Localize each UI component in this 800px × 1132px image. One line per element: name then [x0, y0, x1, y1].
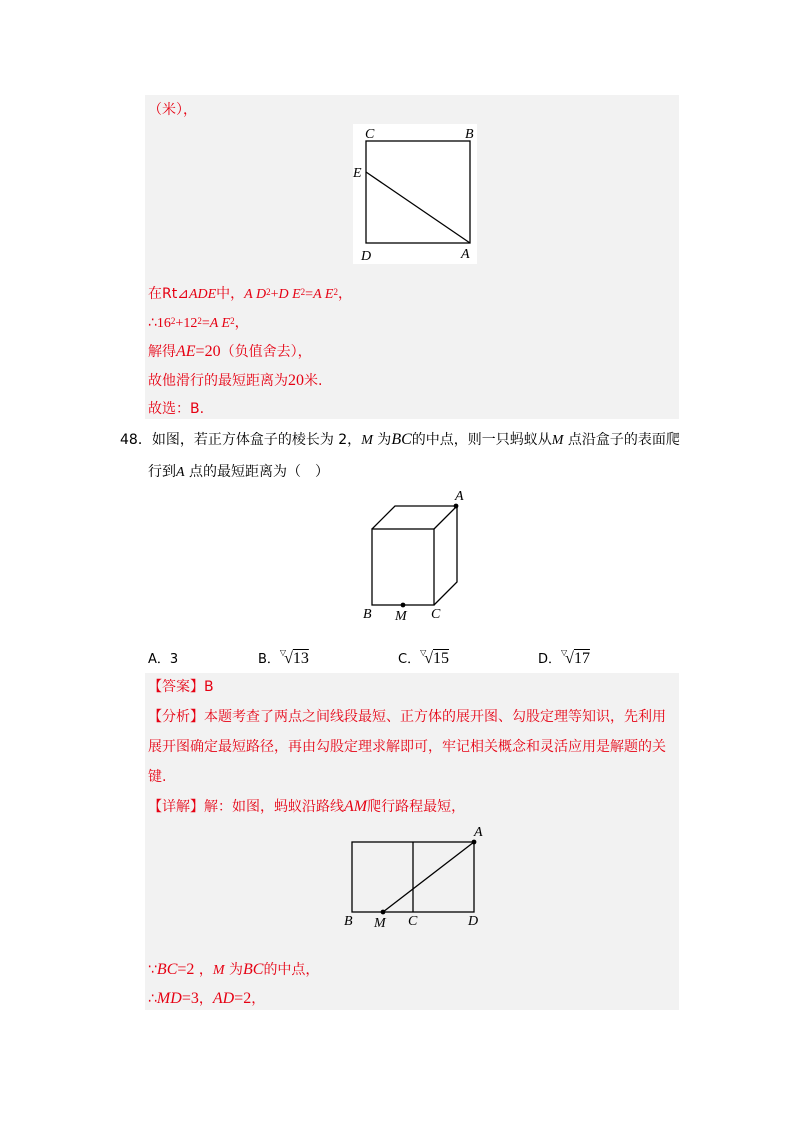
cube-label-b: B: [363, 607, 372, 622]
label-b: B: [465, 127, 474, 142]
detail-line-1: 【详解】解：如图，蚂蚁沿路线AM爬行路程最短，: [148, 798, 466, 815]
net-label-c: C: [408, 914, 418, 929]
cube-label-a: A: [455, 489, 464, 504]
option-b[interactable]: B．▽√13: [258, 648, 309, 667]
label-d: D: [361, 249, 372, 264]
substitution-line: $\therefore 16^2+12^2=A$ $E^2$，: [148, 315, 249, 331]
net-label-d: D: [468, 914, 479, 929]
label-e: E: [353, 166, 362, 181]
net-label-a: A: [474, 825, 483, 840]
therefore-line: ∴MD=3，AD=2，: [148, 990, 266, 1007]
choice-line: 故选：B.: [148, 401, 205, 417]
option-a[interactable]: A．3: [148, 652, 179, 667]
analysis-line-1: 【分析】本题考查了两点之间线段最短、正方体的展开图、勾股定理等知识，先利用: [148, 709, 666, 725]
net-label-m: M: [374, 916, 386, 931]
analysis-line-2: 展开图确定最短路径，再由勾股定理求解即可，牢记相关概念和灵活应用是解题的关: [148, 739, 666, 755]
figure-cube: [355, 488, 485, 626]
figure-rectangle-ade: [350, 124, 480, 264]
solve-line: 解得AE=20（负值舍去），: [148, 343, 312, 360]
option-d[interactable]: D．▽√17: [538, 648, 590, 667]
analysis-line-3: 键.: [148, 769, 167, 785]
cube-label-c: C: [431, 607, 441, 622]
label-c: C: [365, 127, 375, 142]
option-c[interactable]: C．▽√15: [398, 648, 450, 667]
answer-line: 【答案】B: [148, 679, 214, 695]
because-line: ∵BC=2 ，M 为BC的中点，: [148, 961, 320, 978]
net-label-b: B: [344, 914, 353, 929]
question-line-2: 行到A 点的最短距离为（ ）: [148, 464, 330, 480]
unit-line: （米），: [148, 102, 197, 118]
cube-label-m: M: [395, 609, 407, 624]
label-a: A: [461, 247, 470, 262]
figure-unfolded-net: [338, 822, 498, 932]
conclusion-line: 故他滑行的最短距离为20米.: [148, 372, 323, 389]
question-line-1: 48．如图，若正方体盒子的棱长为 2，M 为BC的中点，则一只蚂蚁从M 点沿盒子的表面爬: [120, 431, 680, 448]
pythagoras-line: 在Rt⊿ADE中，A $D^2+D$ $E^2=A$ $E^2$，: [148, 286, 352, 302]
